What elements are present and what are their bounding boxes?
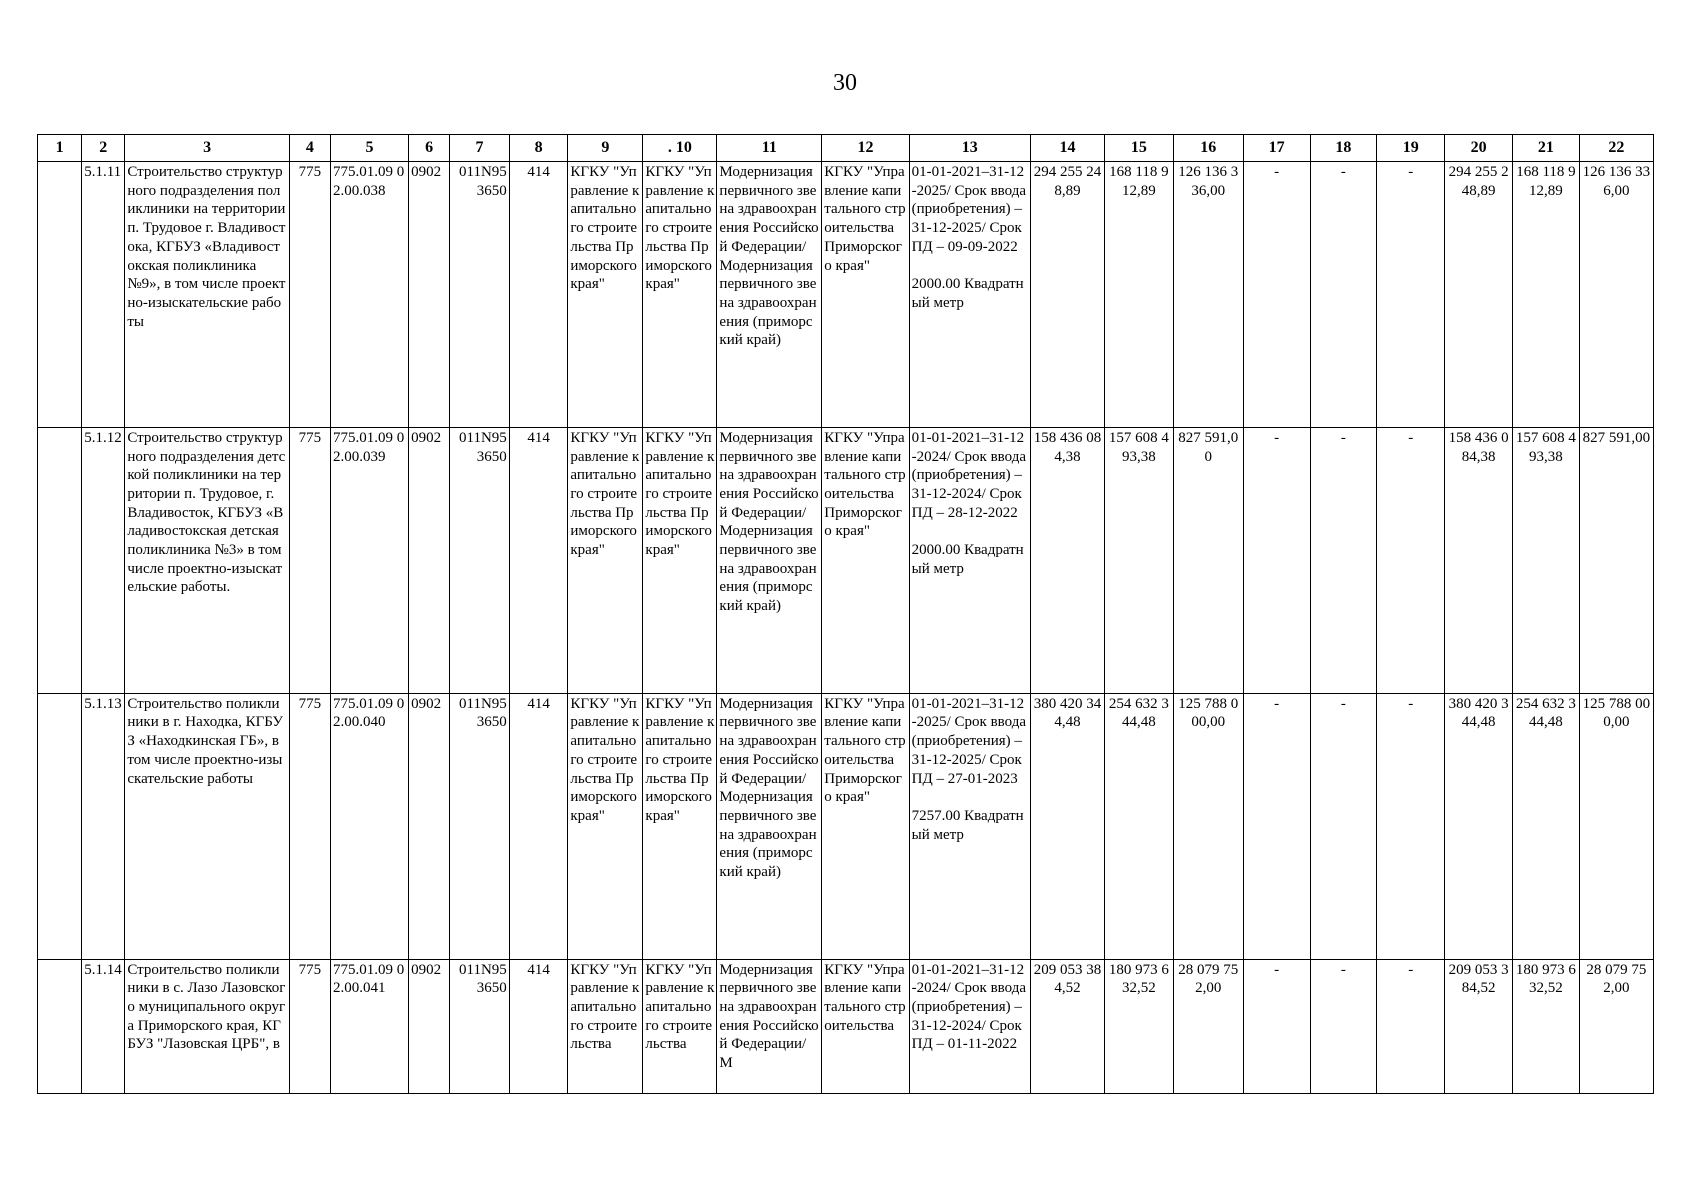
- col-header: 6: [409, 135, 450, 162]
- col-header: . 10: [643, 135, 717, 162]
- cell-col14: 294 255 248,89: [1030, 162, 1104, 428]
- col-header: 13: [909, 135, 1030, 162]
- col-header: 18: [1310, 135, 1377, 162]
- cell-col4: 775: [289, 427, 330, 693]
- cell-col12: КГКУ "Управление капитального строительства Приморского края": [822, 693, 909, 959]
- cell-col11: Модернизация первичного звена здравоохранения Российской Федерации/Модернизация первичного звена здравоохранения (приморский край): [717, 427, 822, 693]
- cell-col9: КГКУ "Управление капитального строительства: [568, 959, 643, 1093]
- col-header: 16: [1173, 135, 1243, 162]
- cell-col6: 0902: [409, 693, 450, 959]
- cell-col6: 0902: [409, 959, 450, 1093]
- cell-col8: 414: [509, 427, 568, 693]
- cell-col9: КГКУ "Управление капитального строительства Приморского края": [568, 162, 643, 428]
- cell-number: 5.1.14: [82, 959, 125, 1093]
- cell-col4: 775: [289, 959, 330, 1093]
- cell-blank: [38, 693, 82, 959]
- cell-object-name: Строительство поликлиники в с. Лазо Лазовского муниципального округа Приморского края, КГБУЗ "Лазовская ЦРБ", в: [125, 959, 289, 1093]
- col-header: 21: [1513, 135, 1580, 162]
- cell-col16: 125 788 000,00: [1173, 693, 1243, 959]
- cell-col10: КГКУ "Управление капитального строительства Приморского края": [643, 427, 717, 693]
- cell-col10: КГКУ "Управление капитального строительства Приморского края": [643, 162, 717, 428]
- col-header: 19: [1377, 135, 1445, 162]
- cell-object-name: Строительство структурного подразделения детской поликлиники на территории п. Трудовое, г. Владивосток, КГБУЗ «Владивостокская детская поликлиника №3» в том числе проектно-изыскательские работы.: [125, 427, 289, 693]
- page-number: 30: [833, 70, 857, 96]
- col-header: 20: [1445, 135, 1513, 162]
- cell-number: 5.1.12: [82, 427, 125, 693]
- cell-col19: -: [1377, 162, 1445, 428]
- cell-col13: 01-01-2021–31-12-2025/ Срок ввода (приобретения) – 31-12-2025/ Срок ПД – 27-01-2023 7257.00 Квадратный метр: [909, 693, 1030, 959]
- cell-col14: 158 436 084,38: [1030, 427, 1104, 693]
- col-header: 11: [717, 135, 822, 162]
- col-header: 9: [568, 135, 643, 162]
- cell-col19: -: [1377, 427, 1445, 693]
- cell-col20: 294 255 248,89: [1445, 162, 1513, 428]
- table-row: [38, 162, 1654, 428]
- cell-col16: 827 591,00: [1173, 427, 1243, 693]
- cell-col8: 414: [509, 959, 568, 1093]
- cell-col4: 775: [289, 693, 330, 959]
- col-header: 8: [509, 135, 568, 162]
- cell-col20: 209 053 384,52: [1445, 959, 1513, 1093]
- cell-col6: 0902: [409, 162, 450, 428]
- col-header: 5: [330, 135, 408, 162]
- cell-col12: КГКУ "Управление капитального строительства: [822, 959, 909, 1093]
- cell-col19: -: [1377, 693, 1445, 959]
- cell-col22: 126 136 336,00: [1579, 162, 1653, 428]
- col-header: 7: [450, 135, 510, 162]
- cell-col17: -: [1243, 959, 1310, 1093]
- cell-col22: 28 079 752,00: [1579, 959, 1653, 1093]
- cell-col11: Модернизация первичного звена здравоохранения Российской Федерации/М: [717, 959, 822, 1093]
- cell-col16: 126 136 336,00: [1173, 162, 1243, 428]
- cell-col21: 180 973 632,52: [1513, 959, 1580, 1093]
- cell-col12: КГКУ "Управление капитального строительства Приморского края": [822, 162, 909, 428]
- cell-col15: 168 118 912,89: [1104, 162, 1173, 428]
- cell-blank: [38, 959, 82, 1093]
- cell-col13: 01-01-2021–31-12-2024/ Срок ввода (приобретения) – 31-12-2024/ Срок ПД – 28-12-2022 2000.00 Квадратный метр: [909, 427, 1030, 693]
- cell-col11: Модернизация первичного звена здравоохранения Российской Федерации/Модернизация первичного звена здравоохранения (приморский край): [717, 693, 822, 959]
- cell-col18: -: [1310, 427, 1377, 693]
- cell-col17: -: [1243, 693, 1310, 959]
- table-row: [38, 959, 1654, 1093]
- cell-col18: -: [1310, 959, 1377, 1093]
- cell-col9: КГКУ "Управление капитального строительства Приморского края": [568, 693, 643, 959]
- cell-col14: 209 053 384,52: [1030, 959, 1104, 1093]
- col-header: 17: [1243, 135, 1310, 162]
- cell-col18: -: [1310, 162, 1377, 428]
- cell-col16: 28 079 752,00: [1173, 959, 1243, 1093]
- cell-col6: 0902: [409, 427, 450, 693]
- cell-col8: 414: [509, 693, 568, 959]
- cell-col7: 011N95 3650: [450, 959, 510, 1093]
- cell-col7: 011N95 3650: [450, 162, 510, 428]
- cell-col19: -: [1377, 959, 1445, 1093]
- cell-col20: 158 436 084,38: [1445, 427, 1513, 693]
- cell-col13: 01-01-2021–31-12-2024/ Срок ввода (приобретения) – 31-12-2024/ Срок ПД – 01-11-2022: [909, 959, 1030, 1093]
- cell-col20: 380 420 344,48: [1445, 693, 1513, 959]
- cell-blank: [38, 427, 82, 693]
- table-row: [38, 693, 1654, 959]
- cell-col12: КГКУ "Управление капитального строительства Приморского края": [822, 427, 909, 693]
- cell-col22: 125 788 000,00: [1579, 693, 1653, 959]
- cell-col15: 254 632 344,48: [1104, 693, 1173, 959]
- cell-col21: 254 632 344,48: [1513, 693, 1580, 959]
- col-header: 4: [289, 135, 330, 162]
- cell-col14: 380 420 344,48: [1030, 693, 1104, 959]
- col-header: 2: [82, 135, 125, 162]
- header-row: [38, 135, 1654, 162]
- cell-col11: Модернизация первичного звена здравоохранения Российской Федерации/Модернизация первичного звена здравоохранения (приморский край): [717, 162, 822, 428]
- cell-number: 5.1.11: [82, 162, 125, 428]
- register-table: [37, 134, 1654, 1094]
- cell-col17: -: [1243, 162, 1310, 428]
- cell-col10: КГКУ "Управление капитального строительства: [643, 959, 717, 1093]
- cell-col9: КГКУ "Управление капитального строительства Приморского края": [568, 427, 643, 693]
- cell-col7: 011N95 3650: [450, 427, 510, 693]
- cell-col7: 011N95 3650: [450, 693, 510, 959]
- cell-col5: 775.01.09 02.00.039: [330, 427, 408, 693]
- cell-col21: 157 608 493,38: [1513, 427, 1580, 693]
- cell-object-name: Строительство структурного подразделения поликлиники на территории п. Трудовое г. Владивостока, КГБУЗ «Владивостокская поликлиника №9», в том числе проектно-изыскательские работы: [125, 162, 289, 428]
- cell-col5: 775.01.09 02.00.041: [330, 959, 408, 1093]
- cell-col8: 414: [509, 162, 568, 428]
- col-header: 15: [1104, 135, 1173, 162]
- cell-col4: 775: [289, 162, 330, 428]
- cell-col5: 775.01.09 02.00.040: [330, 693, 408, 959]
- cell-col15: 180 973 632,52: [1104, 959, 1173, 1093]
- cell-col17: -: [1243, 427, 1310, 693]
- cell-blank: [38, 162, 82, 428]
- col-header: 1: [38, 135, 82, 162]
- cell-col21: 168 118 912,89: [1513, 162, 1580, 428]
- cell-object-name: Строительство поликлиники в г. Находка, КГБУЗ «Находкинская ГБ», в том числе проектно-изыскательские работы: [125, 693, 289, 959]
- cell-col5: 775.01.09 02.00.038: [330, 162, 408, 428]
- col-header: 14: [1030, 135, 1104, 162]
- cell-col10: КГКУ "Управление капитального строительства Приморского края": [643, 693, 717, 959]
- col-header: 22: [1579, 135, 1653, 162]
- table-row: [38, 427, 1654, 693]
- cell-col15: 157 608 493,38: [1104, 427, 1173, 693]
- cell-col13: 01-01-2021–31-12-2025/ Срок ввода (приобретения) – 31-12-2025/ Срок ПД – 09-09-2022 2000.00 Квадратный метр: [909, 162, 1030, 428]
- col-header: 3: [125, 135, 289, 162]
- cell-number: 5.1.13: [82, 693, 125, 959]
- cell-col22: 827 591,00: [1579, 427, 1653, 693]
- col-header: 12: [822, 135, 909, 162]
- cell-col18: -: [1310, 693, 1377, 959]
